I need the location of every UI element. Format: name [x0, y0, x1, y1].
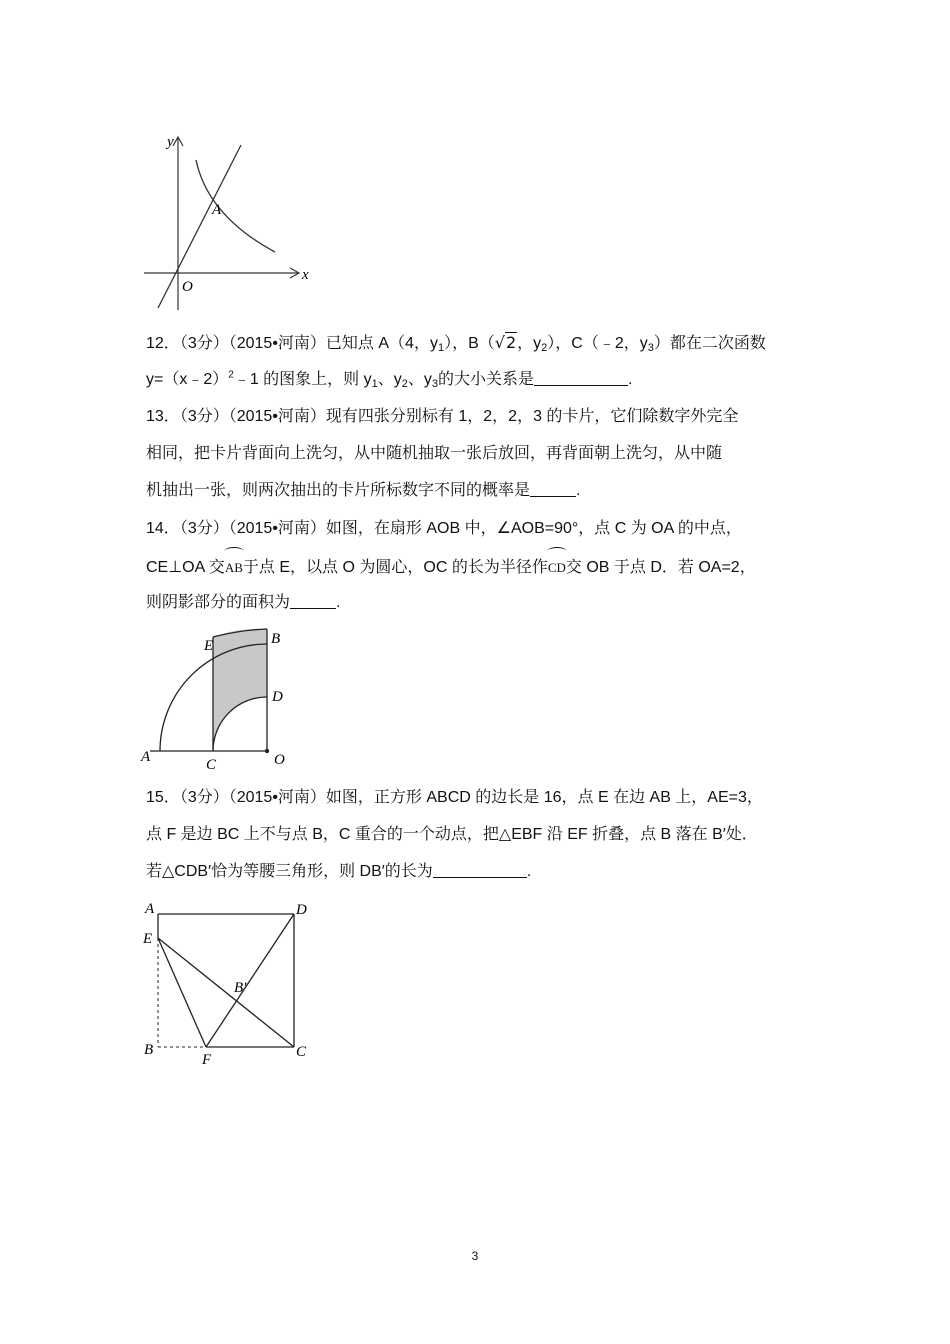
label-d: D: [296, 902, 307, 918]
question-source: （2015•河南）: [228, 520, 326, 537]
figure-q14-sector: [138, 625, 298, 775]
question-source: （2015•河南）: [228, 408, 326, 425]
question-12: 12．（3分）（2015•河南）已知点 A（4，$y_1$），B（√2，$y_2$），C（﹣2，$y_3$）都在二次函数 y=（x﹣2）$^2$﹣1 的图象上，则 $y_1$、$y_2$、$y_3$的大小关系是 .: [146, 333, 766, 390]
label-f: F: [202, 1052, 212, 1068]
inverse-function-curve: [196, 160, 275, 252]
label-e: E: [204, 638, 214, 654]
question-14: 14．（3分）（2015•河南）如图，在扇形 AOB 中，∠AOB=90°，点 C 为 OA 的中点， CE⊥OA 交AB于点 E，以点 O 为圆心，OC 的长为半径作CD交 OB 于点 D．若 OA=2， 则阴影部分的面积为 .: [146, 520, 756, 611]
label-b: B: [271, 631, 281, 647]
segment-ec: [158, 938, 294, 1047]
label-a: A: [141, 749, 151, 765]
arc-ab-notation: AB: [225, 547, 243, 586]
segment-fd: [206, 914, 294, 1047]
label-a: A: [145, 901, 155, 917]
question-score: （3分）: [179, 520, 229, 537]
question-score: （3分）: [179, 335, 229, 352]
question-number: 14: [146, 520, 164, 537]
y-axis-label: y: [167, 134, 174, 150]
figure-q15-square: [140, 896, 320, 1071]
answer-blank[interactable]: [290, 592, 336, 609]
segment-ef: [158, 938, 206, 1047]
question-13: 13．（3分）（2015•河南）现有四张分别标有 1，2，2，3 的卡片，它们除数字外完全 相同，把卡片背面向上洗匀，从中随机抽取一张后放回，再背面朝上洗匀，从中随 机抽出一张，则两次抽出的卡片所标数字不同的概率是 .: [146, 408, 739, 499]
answer-blank[interactable]: [530, 480, 576, 497]
question-number: 13: [146, 408, 164, 425]
question-15: 15．（3分）（2015•河南）如图，正方形 ABCD 的边长是 16，点 E 在边 AB 上，AE=3， 点 F 是边 BC 上不与点 B，C 重合的一个动点，把△EBF 沿 EF 折叠，点 B 落在 B′处． 若△CDB′恰为等腰三角形，则 DB′的长为 .: [146, 789, 763, 880]
point-o-dot: [265, 749, 269, 753]
label-b-prime: B′: [234, 980, 247, 996]
question-number: 15: [146, 789, 164, 806]
label-e: E: [143, 931, 153, 947]
question-number: 12: [146, 335, 164, 352]
label-o: O: [274, 752, 285, 768]
origin-label: O: [182, 279, 193, 295]
label-d: D: [272, 689, 283, 705]
answer-blank[interactable]: [534, 369, 628, 386]
figure-q11-graph: [140, 128, 320, 318]
page-number: 3: [471, 1249, 479, 1263]
label-b: B: [144, 1042, 154, 1058]
label-c: C: [206, 757, 217, 773]
question-score: （3分）: [179, 408, 229, 425]
label-c: C: [296, 1044, 307, 1060]
arc-cd-notation: CD: [548, 547, 566, 586]
question-source: （2015•河南）: [228, 789, 326, 806]
answer-blank[interactable]: [433, 861, 527, 878]
sqrt-symbol: √2: [494, 333, 517, 352]
linear-function-line: [158, 145, 241, 308]
point-a-label: A: [212, 202, 222, 218]
question-score: （3分）: [179, 789, 229, 806]
question-source: （2015•河南）: [228, 335, 326, 352]
x-axis-label: x: [302, 267, 309, 283]
